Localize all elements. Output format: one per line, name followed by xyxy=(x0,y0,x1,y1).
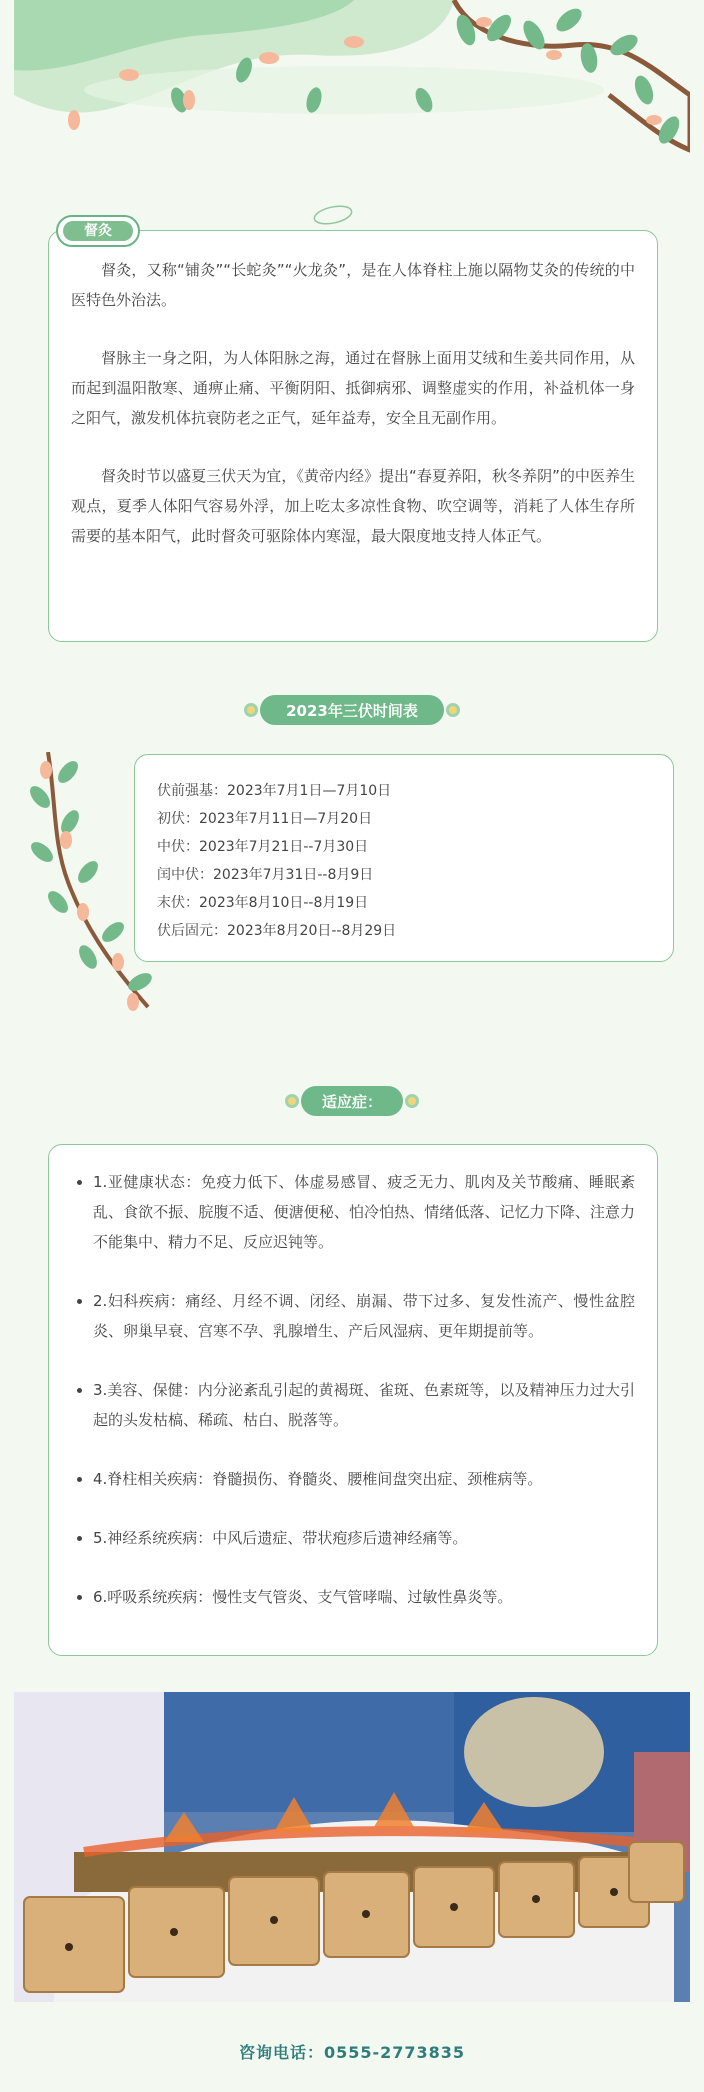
schedule-title-text: 2023年三伏时间表 xyxy=(286,701,418,720)
consult-phone: 咨询电话：0555-2773835 xyxy=(238,2043,466,2062)
moxibustion-photo xyxy=(14,1692,690,2002)
schedule-row: 末伏：2023年8月10日--8月19日 xyxy=(157,895,369,911)
intro-card xyxy=(48,230,658,642)
intro-paragraph: 督脉主一身之阳，为人体阳脉之海，通过在督脉上面用艾绒和生姜共同作用，从而起到温阳散寒、通痹止痛、平衡阴阳、抵御病邪、调整虚实的作用，补益机体一身之阳气，激发机体抗衰防老之正气，延年益寿，安全且无副作用。 xyxy=(71,349,635,427)
intro-paragraph: 督灸时节以盛夏三伏天为宜，《黄帝内经》提出“春夏养阳，秋冬养阴”的中医养生观点，夏季人体阳气容易外浮，加上吃太多凉性食物、吹空调等，消耗了人体生存所需要的基本阳气，此时督灸可驱除体内寒湿，最大限度地支持人体正气。 xyxy=(71,467,635,545)
indications-title-text: 适应症： xyxy=(321,1092,382,1111)
section-tag-label: 督灸 xyxy=(63,221,133,241)
schedule-row: 中伏：2023年7月21日--7月30日 xyxy=(157,839,369,855)
indications-card xyxy=(48,1144,658,1656)
title-dot-left xyxy=(244,703,258,717)
list-item: • 4.脊柱相关疾病：脊髓损伤、脊髓炎、腰椎间盘突出症、颈椎病等。 xyxy=(93,1464,635,1494)
leaf-banner-illustration xyxy=(14,0,690,170)
schedule-row: 伏前强基：2023年7月1日—7月10日 xyxy=(157,783,392,799)
list-item: • 2.妇科疾病：痛经、月经不调、闭经、崩漏、带下过多、复发性流产、慢性盆腔炎、卵巢早衰、宫寒不孕、乳腺增生、产后风湿病、更年期提前等。 xyxy=(93,1286,635,1346)
section-tag xyxy=(56,215,140,247)
list-item: • 3.美容、保健：内分泌紊乱引起的黄褐斑、雀斑、色素斑等，以及精神压力过大引起的头发枯槁、稀疏、枯白、脱落等。 xyxy=(93,1375,635,1435)
list-item: • 5.神经系统疾病：中风后遗症、带状疱疹后遗神经痛等。 xyxy=(93,1523,635,1553)
schedule-card xyxy=(134,754,674,962)
indications-title xyxy=(301,1086,403,1116)
schedule-row: 闰中伏：2023年7月31日--8月9日 xyxy=(157,867,374,883)
schedule-row: 伏后固元：2023年8月20日--8月29日 xyxy=(157,923,397,939)
title-dot-left xyxy=(285,1094,299,1108)
schedule-title xyxy=(260,695,444,725)
intro-paragraph: 督灸，又称“铺灸”“长蛇灸”“火龙灸”，是在人体脊柱上施以隔物艾灸的传统的中医特色外治法。 xyxy=(71,261,635,309)
title-dot-right xyxy=(446,703,460,717)
title-dot-right xyxy=(405,1094,419,1108)
schedule-row: 初伏：2023年7月11日—7月20日 xyxy=(157,811,373,827)
list-item: • 1.亚健康状态：免疫力低下、体虚易感冒、疲乏无力、肌肉及关节酸痛、睡眠紊乱、食欲不振、脘腹不适、便溏便秘、怕冷怕热、情绪低落、记忆力下降、注意力不能集中、精力不足、反应迟钝等。 xyxy=(93,1167,635,1257)
list-item: • 6.呼吸系统疾病：慢性支气管炎、支气管哮喘、过敏性鼻炎等。 xyxy=(93,1582,635,1612)
indications-list xyxy=(71,1167,635,1612)
leaf-outline-decoration xyxy=(312,204,354,226)
